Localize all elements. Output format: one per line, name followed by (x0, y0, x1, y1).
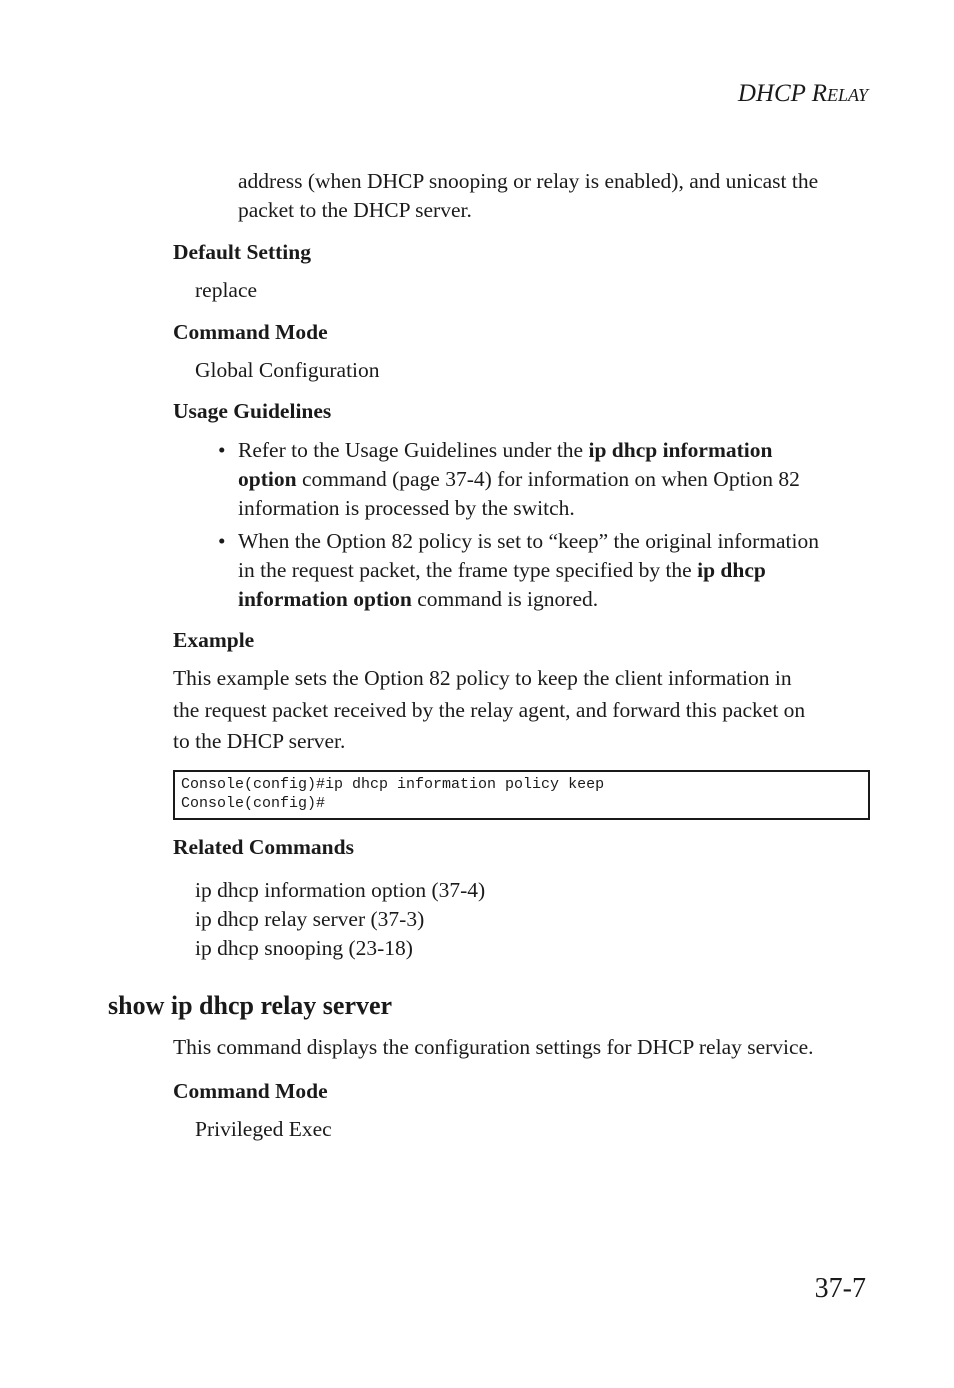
page-number: 37-7 (814, 1273, 866, 1304)
intro-line-2: packet to the DHCP server. (238, 198, 472, 222)
bullet-marker: • (218, 529, 226, 553)
code-line-2: Console(config)# (181, 795, 326, 812)
command-mode-value-2: Privileged Exec (195, 1117, 332, 1141)
usage-bullet-1-line-3: information is processed by the switch. (238, 496, 575, 520)
usage-bullet-2-line-1: When the Option 82 policy is set to “keep” the original information (238, 529, 819, 553)
section-description: This command displays the configuration settings for DHCP relay service. (173, 1035, 814, 1059)
header-title-smallcaps: ELAY (826, 85, 868, 105)
related-command-item: ip dhcp snooping (23-18) (195, 936, 413, 960)
default-setting-heading: Default Setting (173, 240, 311, 264)
header-title-main: DHCP R (737, 80, 827, 107)
example-line-1: This example sets the Option 82 policy to keep the client information in (173, 666, 792, 690)
related-commands-heading: Related Commands (173, 835, 354, 859)
command-name: ip dhcp (697, 558, 766, 582)
command-mode-heading: Command Mode (173, 320, 328, 344)
command-mode-value: Global Configuration (195, 358, 380, 382)
code-example-box (173, 770, 870, 820)
command-name: information option (238, 587, 412, 611)
code-line-1: Console(config)#ip dhcp information policy keep (181, 776, 605, 793)
intro-line-1: address (when DHCP snooping or relay is enabled), and unicast the (238, 169, 819, 193)
example-heading: Example (173, 628, 255, 652)
related-command-item: ip dhcp relay server (37-3) (195, 907, 425, 931)
usage-bullet-1-line-1 (238, 436, 772, 465)
text: command is ignored. (411, 587, 599, 611)
section-title: show ip dhcp relay server (108, 991, 393, 1020)
command-name: option (238, 467, 297, 491)
usage-guidelines-heading: Usage Guidelines (173, 399, 332, 423)
command-mode-heading-2: Command Mode (173, 1079, 328, 1103)
example-line-3: to the DHCP server. (173, 729, 346, 753)
running-header (738, 80, 868, 108)
usage-bullet-2-line-2 (238, 556, 766, 585)
text: Refer to the Usage Guidelines under the (238, 438, 589, 462)
related-command-item: ip dhcp information option (37-4) (195, 878, 486, 902)
default-setting-value: replace (195, 278, 258, 302)
command-name: ip dhcp information (588, 438, 773, 462)
usage-bullet-1-line-2 (238, 465, 800, 494)
example-line-2: the request packet received by the relay agent, and forward this packet on (173, 698, 806, 722)
bullet-marker: • (218, 438, 226, 462)
text: in the request packet, the frame type specified by the (238, 558, 698, 582)
usage-bullet-2-line-3 (238, 585, 598, 614)
text: command (page 37-4) for information on when Option 82 (296, 467, 800, 491)
